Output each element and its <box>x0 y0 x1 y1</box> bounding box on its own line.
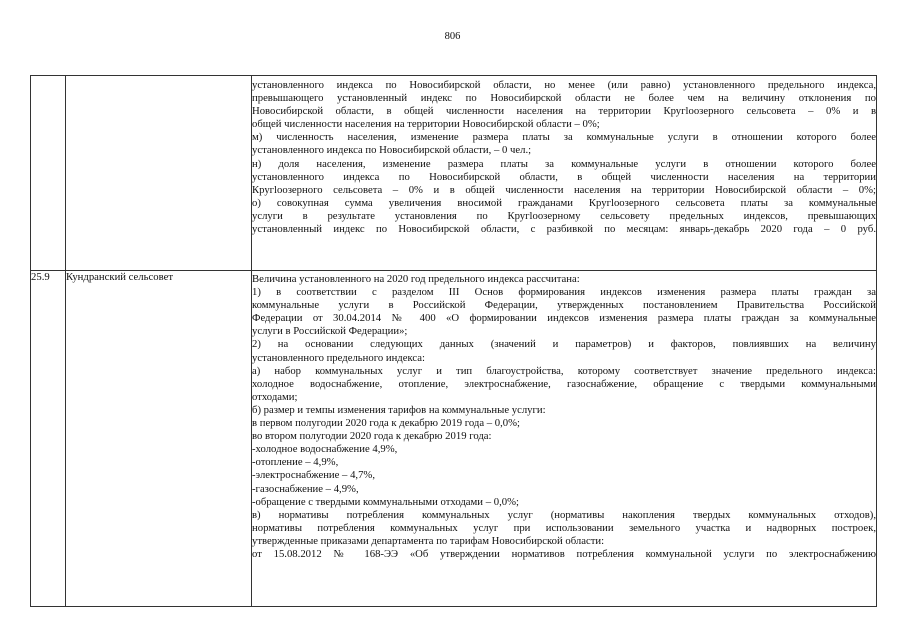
text-line: отходами; <box>252 390 298 403</box>
text-line: -обращение с твердыми коммунальными отходами – 0,0%; <box>252 495 519 508</box>
text-line: услуги в результате установления по Кругloозерному сельсовету предельных индексов, превышающих <box>252 209 876 222</box>
text-line: в) нормативы потребления коммунальных услуг (нормативы накопления твердых коммунальных отходов), <box>252 508 876 521</box>
text-line: Кругloозерного сельсовета – 0% и в общей численности населения на территории Новосибирской области – 0%; <box>252 183 876 196</box>
text-line: утвержденные приказами департамента по тарифам Новосибирской области: <box>252 534 605 547</box>
text-line: 2) на основании следующих данных (значений и параметров) и факторов, повлиявших на величину <box>252 338 876 351</box>
text-line: коммунальные услуги в Российской Федерации, утвержденных постановлением Правительства Российской <box>252 299 876 312</box>
index-table <box>30 75 877 607</box>
table-row <box>31 271 877 607</box>
text-line: -холодное водоснабжение 4,9%, <box>252 443 398 456</box>
description-cell <box>252 76 877 271</box>
text-line: во втором полугодии 2020 года к декабрю 2019 года: <box>252 430 492 443</box>
settlement-name-cell <box>66 76 252 271</box>
row-number-cell <box>31 76 66 271</box>
text-line: нормативы потребления коммунальных услуг при использовании земельного участка и надворных построек, <box>252 521 876 534</box>
text-line: общей численности населения на территории Новосибирской области – 0%; <box>252 118 600 131</box>
page-number: 806 <box>444 31 461 42</box>
text-line: -электроснабжение – 4,7%, <box>252 469 376 482</box>
text-line: установленного индекса по Новосибирской области, но менее (или равно) установленного предельного индекса, <box>252 79 876 91</box>
text-line: в первом полугодии 2020 года к декабрю 2019 года – 0,0%; <box>252 417 520 430</box>
text-line: установленного предельного индекса: <box>252 351 425 364</box>
row-number-cell: 25.9 <box>31 271 66 607</box>
text-line: о) совокупная сумма увеличения вносимой гражданами Кругloозерного сельсовета платы за коммунальные <box>252 196 876 209</box>
text-line: установленного индекса по Новосибирской области, в общей численности населения на территории <box>252 170 876 183</box>
text-line: установленного индекса по Новосибирской области, – 0 чел.; <box>252 144 532 157</box>
text-line: Величина установленного на 2020 год предельного индекса рассчитана: <box>252 273 580 285</box>
table-row <box>31 76 877 271</box>
text-line: 1) в соответствии с разделом III Основ формирования индексов изменения размера платы граждан за <box>252 286 876 299</box>
text-line: н) доля населения, изменение размера платы за коммунальные услуги в отношении которого более <box>252 157 876 170</box>
text-line: установленный индекс по Новосибирской области, с разбивкой по месяцам: январь-декабрь 2020 года – 0 руб. <box>252 223 876 236</box>
settlement-name-cell: Кундранский сельсовет <box>66 271 252 607</box>
text-line: а) набор коммунальных услуг и тип благоустройства, которому соответствует значение предельного индекса: <box>252 364 876 377</box>
text-line: от 15.08.2012 № 168-ЭЭ «Об утверждении нормативов потребления коммунальной услуги по электроснабжению <box>252 547 876 560</box>
text-line: -отопление – 4,9%, <box>252 456 339 469</box>
description-cell <box>252 271 877 607</box>
text-line: Федерации от 30.04.2014 № 400 «О формировании индексов изменения размера платы граждан за коммунальные <box>252 312 876 325</box>
text-line: холодное водоснабжение, отопление, электроснабжение, газоснабжение, обращение с твердыми коммунальными <box>252 377 876 390</box>
text-line: превышающего установленный индекс по Новосибирской области не более чем на величину отклонения по <box>252 92 876 105</box>
text-line: м) численность населения, изменение размера платы за коммунальные услуги в отношении которого более <box>252 131 876 144</box>
text-line: услуги в Российской Федерации»; <box>252 325 408 338</box>
text-line: Новосибирской области, в общей численности населения на территории Кругloозерного сельсовета – 0% и в <box>252 105 876 118</box>
text-line: -газоснабжение – 4,9%, <box>252 482 359 495</box>
text-line: б) размер и темпы изменения тарифов на коммунальные услуги: <box>252 403 546 416</box>
